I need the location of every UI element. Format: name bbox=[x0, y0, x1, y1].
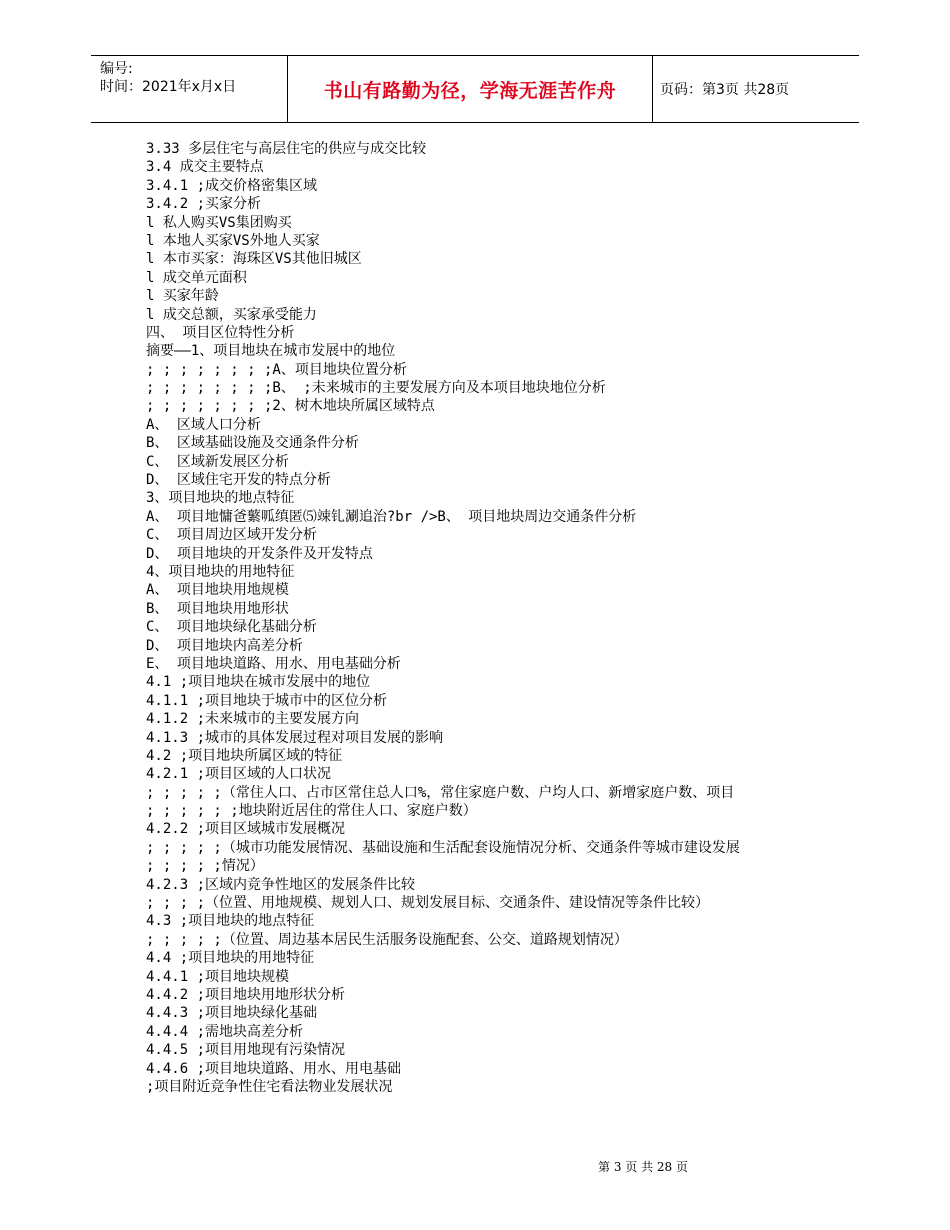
header-page-cell bbox=[652, 56, 859, 122]
text-line: ; ; ; ; ; ; ; ;B、 ;未来城市的主要发展方向及本项目地块地位分析 bbox=[146, 380, 606, 397]
text-line: A、 项目地慵爸蘩呱缜匿⑸竦钆涮追治?br />B、 项目地块周边交通条件分析 bbox=[146, 508, 637, 525]
text-line: l 本地人买家VS外地人买家 bbox=[146, 232, 320, 249]
text-line: 4.1.1 ;项目地块于城市中的区位分析 bbox=[146, 692, 388, 709]
text-line: 4.4.1 ;项目地块规模 bbox=[146, 968, 290, 985]
page-footer: 第 3 页 共 28 页 bbox=[598, 1160, 688, 1174]
text-line: C、 项目地块绿化基础分析 bbox=[146, 619, 317, 636]
header-page-number: 页码：第3页 共28页 bbox=[660, 82, 790, 98]
text-line: D、 项目地块内高差分析 bbox=[146, 637, 303, 654]
text-line: 4.2.2 ;项目区域城市发展概况 bbox=[146, 821, 346, 838]
text-line: 4.2 ;项目地块所属区域的特征 bbox=[146, 747, 343, 764]
text-line: 摘要——1、项目地块在城市发展中的地位 bbox=[146, 343, 396, 360]
text-line: D、 区域住宅开发的特点分析 bbox=[146, 472, 331, 489]
text-line: 4.4 ;项目地块的用地特征 bbox=[146, 950, 315, 967]
text-line: l 本市买家：海珠区VS其他旧城区 bbox=[146, 251, 362, 268]
text-line: ; ; ; ; ;（城市功能发展情况、基础设施和生活配套设施情况分析、交通条件等城市建设发展 bbox=[146, 839, 740, 856]
text-line: D、 项目地块的开发条件及开发特点 bbox=[146, 545, 373, 562]
text-line: 3.4 成交主要特点 bbox=[146, 159, 264, 176]
text-line: 4.1 ;项目地块在城市发展中的地位 bbox=[146, 674, 371, 691]
text-line: 4.4.4 ;需地块高差分析 bbox=[146, 1023, 304, 1040]
text-line: ; ; ; ; ;情况） bbox=[146, 858, 264, 875]
text-line: ; ; ; ; ;（常住人口、占市区常住总人口%，常住家庭户数、户均人口、新增家庭户数、项目 bbox=[146, 784, 735, 801]
text-line: 4.2.1 ;项目区域的人口状况 bbox=[146, 766, 332, 783]
page-header bbox=[91, 55, 859, 123]
text-line: A、 区域人口分析 bbox=[146, 416, 261, 433]
text-line: B、 区域基础设施及交通条件分析 bbox=[146, 435, 359, 452]
header-motto-cell bbox=[287, 56, 653, 122]
text-line: l 成交总额，买家承受能力 bbox=[146, 306, 317, 323]
document-number-label: 编号: bbox=[100, 61, 133, 77]
text-line: 4.1.2 ;未来城市的主要发展方向 bbox=[146, 711, 360, 728]
text-line: 四、 项目区位特性分析 bbox=[146, 324, 295, 341]
text-line: 4.2.3 ;区域内竞争性地区的发展条件比较 bbox=[146, 876, 416, 893]
text-line: 3.4.1 ;成交价格密集区域 bbox=[146, 177, 318, 194]
text-line: A、 项目地块用地规模 bbox=[146, 582, 289, 599]
document-date-label: 时间：2021年x月x日 bbox=[100, 79, 237, 95]
text-line: 4.4.3 ;项目地块绿化基础 bbox=[146, 1005, 318, 1022]
text-line: E、 项目地块道路、用水、用电基础分析 bbox=[146, 655, 401, 672]
text-line: 4、项目地块的用地特征 bbox=[146, 563, 295, 580]
text-line: 3.33 多层住宅与高层住宅的供应与成交比较 bbox=[146, 141, 427, 157]
text-line: l 成交单元面积 bbox=[146, 269, 247, 286]
text-line: ;项目附近竞争性住宅看法物业发展状况 bbox=[146, 1078, 393, 1095]
text-line: B、 项目地块用地形状 bbox=[146, 600, 289, 617]
text-line: ; ; ; ; ; ; ; ;A、项目地块位置分析 bbox=[146, 361, 407, 378]
header-motto: 书山有路勤为径，学海无涯苦作舟 bbox=[323, 79, 617, 102]
text-line: ; ; ; ; ; ; ; ;2、树木地块所属区域特点 bbox=[146, 398, 435, 415]
text-line: 3、项目地块的地点特征 bbox=[146, 490, 295, 507]
text-line: 4.3 ;项目地块的地点特征 bbox=[146, 913, 315, 930]
text-line: C、 项目周边区域开发分析 bbox=[146, 527, 317, 544]
text-line: l 私人购买VS集团购买 bbox=[146, 214, 292, 231]
text-line: 4.4.2 ;项目地块用地形状分析 bbox=[146, 986, 346, 1003]
text-line: l 买家年龄 bbox=[146, 288, 219, 305]
text-line: 4.4.5 ;项目用地现有污染情况 bbox=[146, 1042, 346, 1059]
header-meta bbox=[91, 56, 287, 122]
text-line: ; ; ; ;（位置、用地规模、规划人口、规划发展目标、交通条件、建设情况等条件比较） bbox=[146, 895, 709, 912]
text-line: C、 区域新发展区分析 bbox=[146, 453, 289, 470]
text-line: 4.4.6 ;项目地块道路、用水、用电基础 bbox=[146, 1060, 402, 1077]
text-line: ; ; ; ; ; ;地块附近居住的常住人口、家庭户数） bbox=[146, 803, 477, 820]
document-body bbox=[146, 140, 858, 1096]
text-line: 4.1.3 ;城市的具体发展过程对项目发展的影响 bbox=[146, 729, 443, 746]
text-line: 3.4.2 ;买家分析 bbox=[146, 196, 262, 213]
text-line: ; ; ; ; ;（位置、周边基本居民生活服务设施配套、公交、道路规划情况） bbox=[146, 931, 628, 948]
